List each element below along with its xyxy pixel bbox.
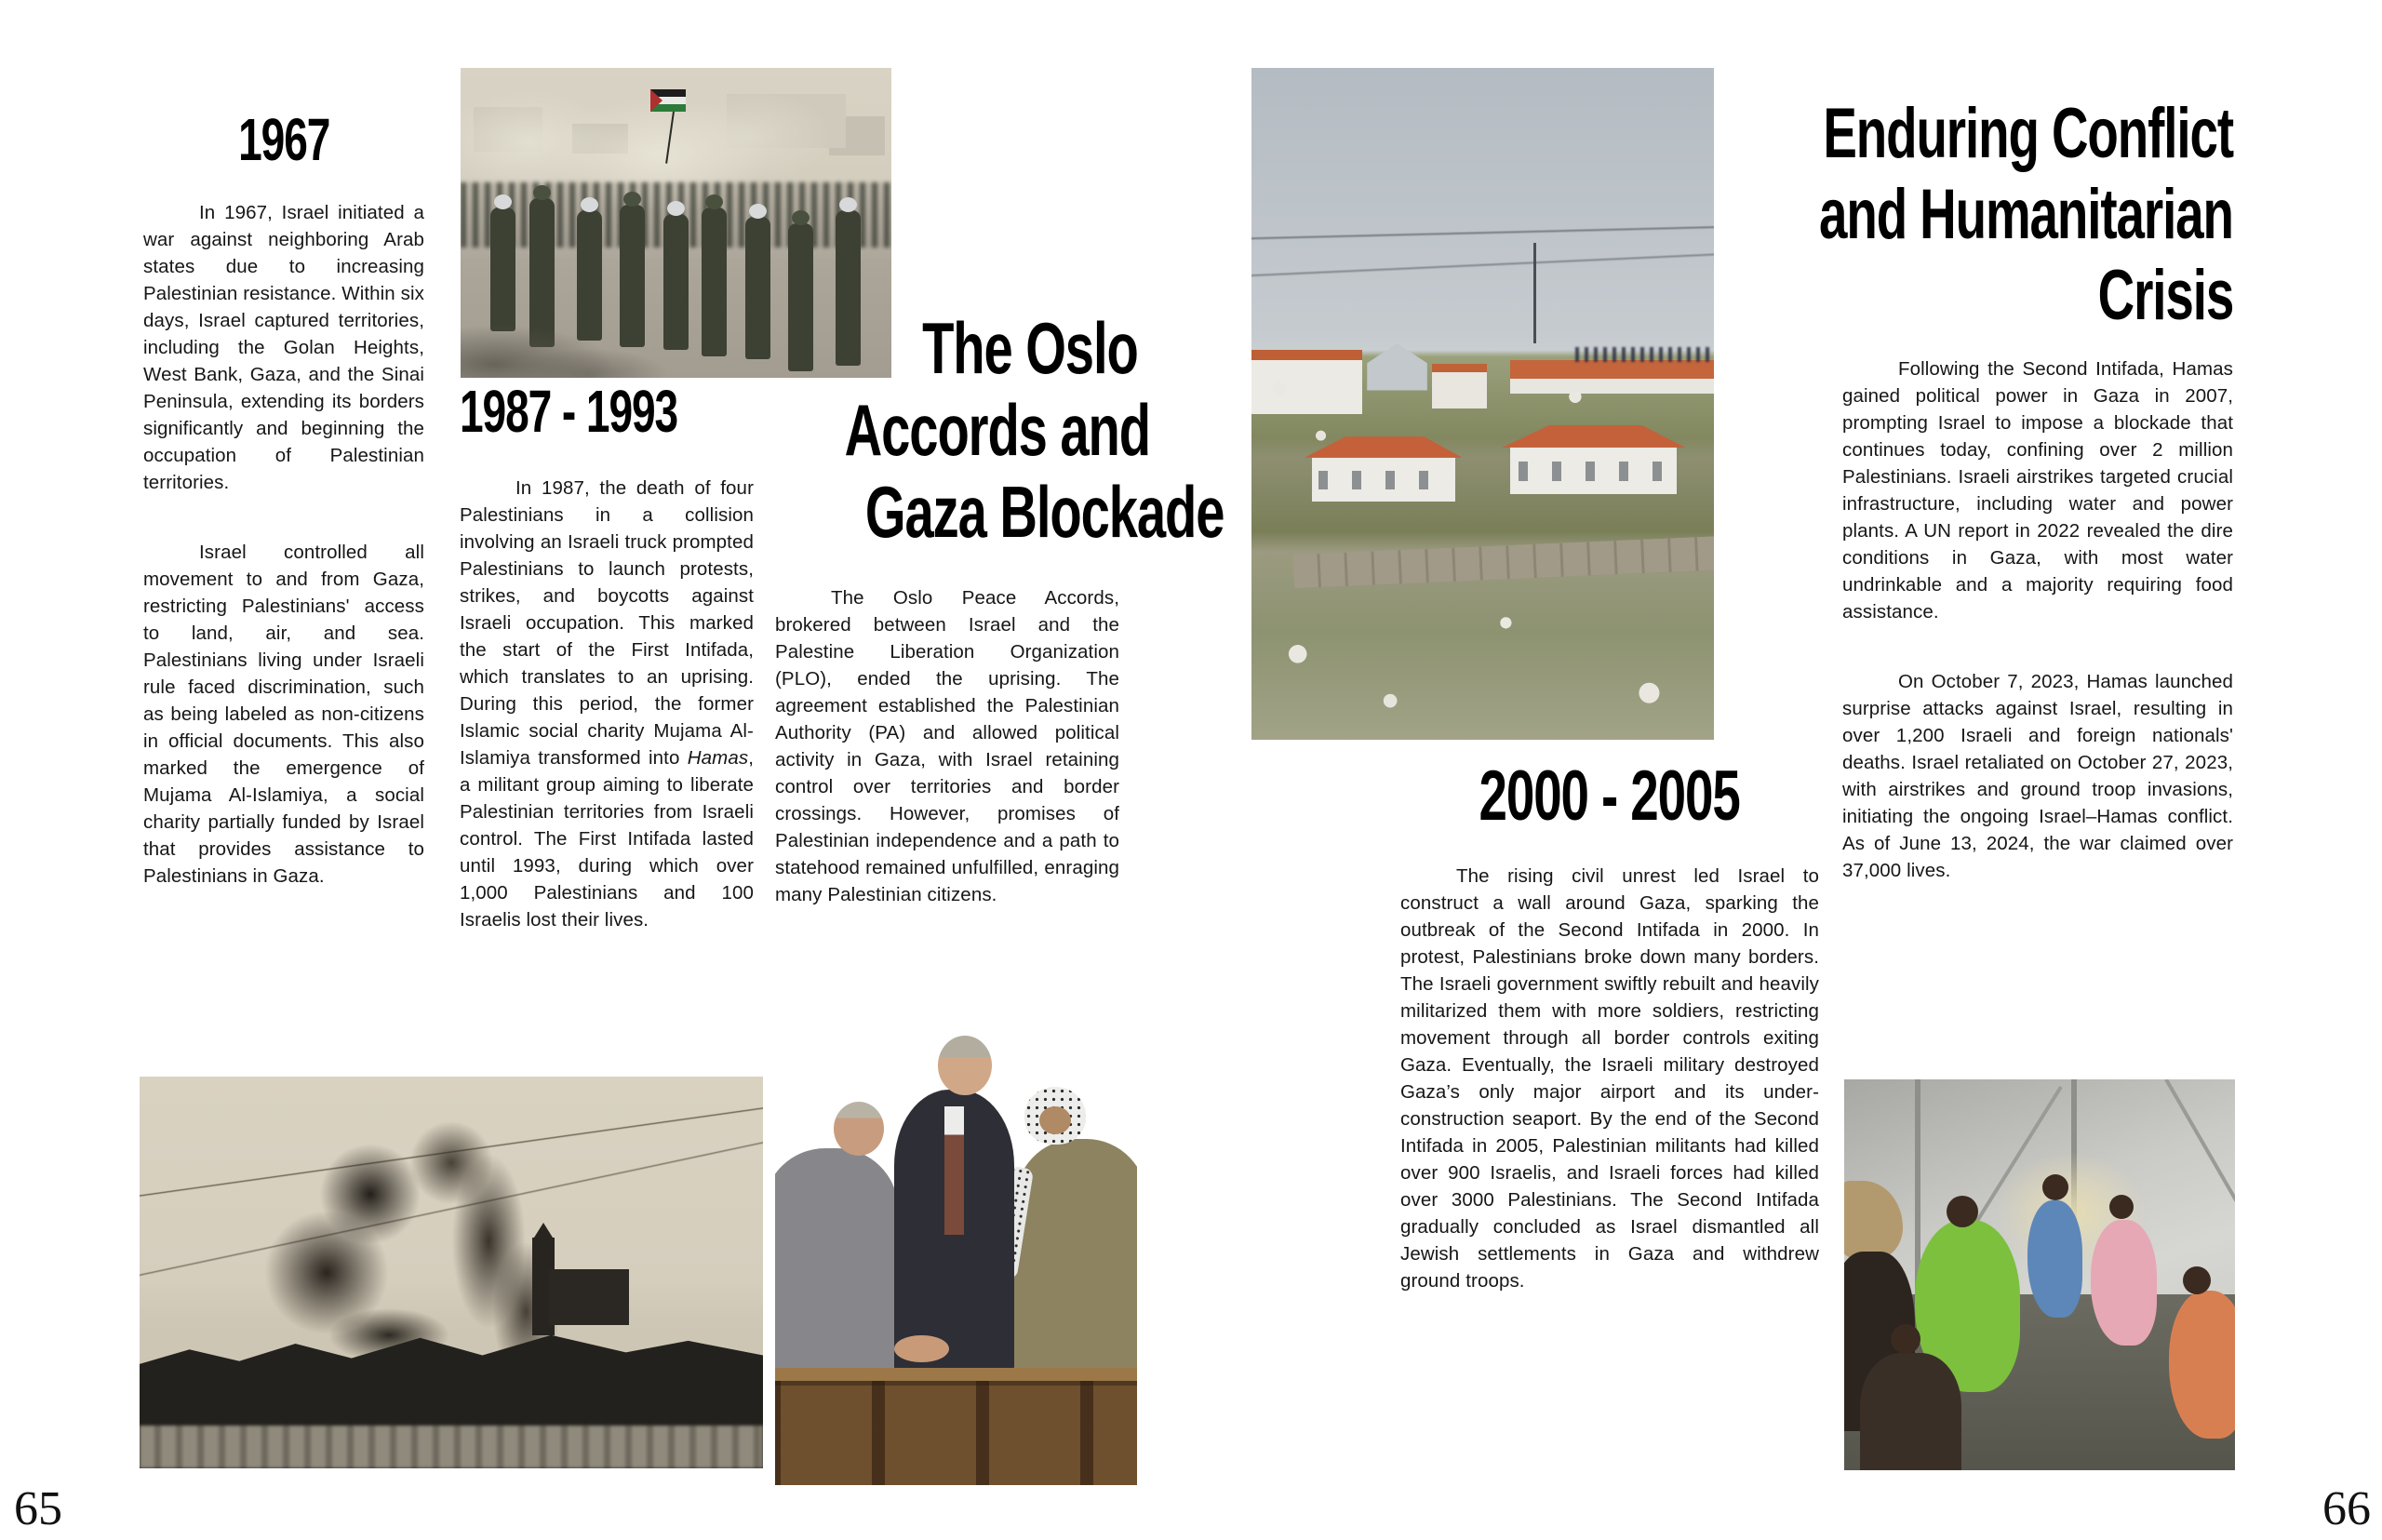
- head-shape: [2183, 1266, 2211, 1294]
- hillside-house-shape: [1510, 448, 1677, 495]
- paragraph: In 1967, Israel initiated a war against neighboring Arab states due to increasing Palestinian resistance. Within six days, Israel captured territories, including the Golan Heights, West Bank, Gaza, and the Sinai Peninsula, extending its borders significantly and beginning the occupation of Palestinian territories.: [143, 202, 424, 493]
- head-shape: [2109, 1195, 2134, 1219]
- paragraph: The rising civil unrest led Israel to construct a wall around Gaza, sparking the outbreak of the Second Intifada in 2000. In protest, Palestinians broke down many borders. The Israeli government swiftly rebuilt and heavily militarized them with more soldiers, restricting movement through all border controls exiting Gaza. Eventually, the Israeli military destroyed Gaza’s only major airport and its under-construction seaport. By the end of the Second Intifada in 2005, Palestinian militants had killed over 900 Israelis, and Israeli forces had killed over 3000 Palestinians. The Second Intifada gradually concluded as Israel dismantled all Jewish settlements in Gaza and withdrew ground troops.: [1400, 865, 1819, 1292]
- heading-oslo-line-3-text: Gaza Blockade: [864, 471, 1224, 553]
- displaced-families-tent-photo: [1844, 1079, 2235, 1470]
- section-2000-2005-body: [1400, 863, 1819, 1294]
- page-number-right: 66: [2322, 1482, 2371, 1535]
- heading-enduring-line-2: [1600, 174, 2233, 255]
- heading-2000-2005: [1400, 756, 1819, 837]
- heading-1987-1993-text: 1987 - 1993: [460, 378, 678, 445]
- heading-enduring-line-2-text: and Humanitarian: [1819, 175, 2233, 254]
- person-blue-shirt-figure: [2027, 1200, 2082, 1318]
- text-after-hamas: , a militant group aiming to liberate Palestinian territories from Israeli control. The First Intifada lasted until 1993, during which over 1,000 Palestinians and 100 Israelis lost their lives.: [460, 747, 754, 931]
- paragraph: Israel controlled all movement to and from Gaza, restricting Palestinians' access to land, air, and sea. Palestinians living under Israeli rule faced discrimination, such as being labeled as non-citizens in official documents. This also marked the emergence of Mujama Al-Islamiya, a social charity partially funded by Israel that provides assistance to Palestinians in Gaza.: [143, 542, 424, 887]
- head-shape: [1891, 1324, 1920, 1354]
- paragraph: Following the Second Intifada, Hamas gained political power in Gaza in 2007, prompting Israel to impose a blockade that continues today, confining over 2 million Palestinians. Israeli airstrikes targeted crucial infrastructure, including water and power plants. A UN report in 2022 revealed the dire conditions in Gaza, with most water undrinkable and a majority requiring food assistance.: [1842, 358, 2233, 623]
- heading-enduring-line-3: [1600, 255, 2233, 336]
- section-enduring-heading: [1600, 93, 2233, 336]
- heading-enduring-line-3-text: Crisis: [2097, 256, 2233, 335]
- head-shape: [1947, 1196, 1978, 1227]
- hamas-italic-text: Hamas: [687, 747, 749, 769]
- tent-brace-shape: [2165, 1079, 2235, 1256]
- paragraph: The Oslo Peace Accords, brokered between Israel and the Palestine Liberation Organization (PLO), ended the uprising. The agreement established the Palestinian Authority (PA) and allowed political activity in Gaza, with Israel retaining control over territories and border crossings. However, promises of Palestinian independence and a path to statehood remained unfulfilled, enraging many Palestinian citizens.: [775, 587, 1119, 905]
- heading-2000-2005-text: 2000 - 2005: [1479, 757, 1741, 836]
- heading-1967-text: 1967: [237, 106, 330, 173]
- section-enduring-body: [1842, 355, 2233, 884]
- heading-enduring-line-1: [1600, 93, 2233, 174]
- section-2000-2005: [1400, 756, 1819, 1294]
- heading-enduring-line-1-text: Enduring Conflict: [1823, 94, 2233, 173]
- heading-oslo-line-2-text: Accords and: [844, 389, 1150, 471]
- head-shape: [2042, 1174, 2068, 1200]
- person-pink-dress-figure: [2091, 1220, 2157, 1345]
- utility-pole-shape: [1533, 243, 1536, 343]
- paragraph: On October 7, 2023, Hamas launched surprise attacks against Israel, resulting in over 1,200 Israeli and foreign nationals' deaths. Israel retaliated on October 27, 2023, with airstrikes and ground troop invasions, initiating the ongoing Israel–Hamas conflict. As of June 13, 2024, the war claimed over 37,000 lives.: [1842, 671, 2233, 881]
- seated-child-figure: [1860, 1353, 1961, 1470]
- text-before-hamas: In 1987, the death of four Palestinians in a collision involving an Israeli truck prompted Palestinians to launch protests, strikes, and boycotts against Israeli occupation. This marked the start of the First Intifada, which translates to an uprising. During this period, the former Islamic social charity Mujama Al-Islamiya transformed into: [460, 477, 754, 769]
- hillside-house-shape: [1312, 458, 1455, 502]
- page-number-left: 65: [14, 1482, 62, 1535]
- sack-shape: [1844, 1181, 1903, 1259]
- heading-oslo-line-1-text: The Oslo: [922, 307, 1138, 389]
